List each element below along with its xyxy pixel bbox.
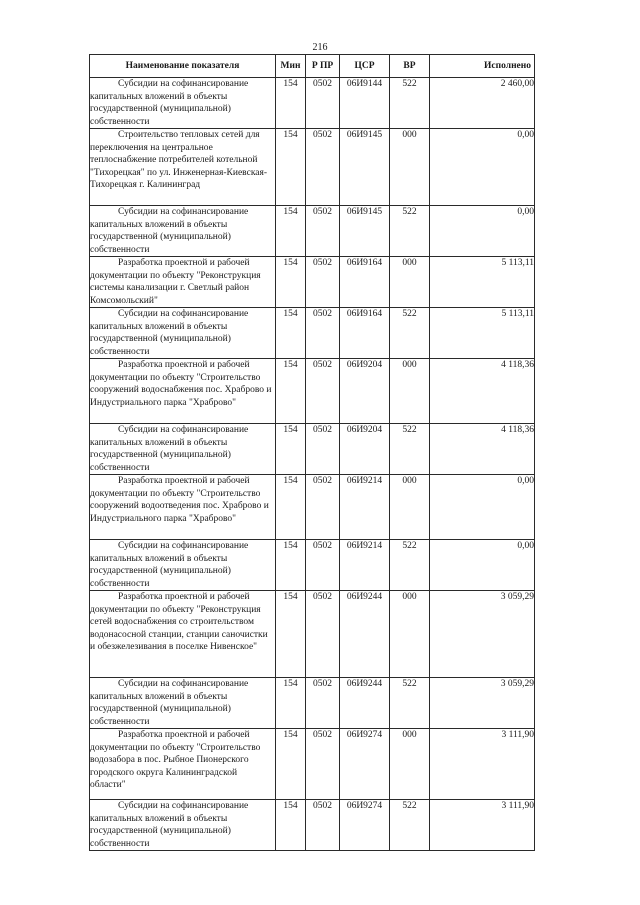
cell-amount: 0,00 (430, 206, 535, 257)
cell-amount: 0,00 (430, 129, 535, 206)
table-row (90, 540, 535, 591)
cell-amount: 3 111,90 (430, 800, 535, 851)
cell-csr: 06И9244 (340, 591, 390, 678)
cell-min: 154 (276, 475, 306, 540)
cell-min: 154 (276, 78, 306, 129)
table-row (90, 206, 535, 257)
cell-amount: 0,00 (430, 475, 535, 540)
cell-csr: 06И9204 (340, 424, 390, 475)
cell-name (90, 475, 276, 540)
cell-name-text: Субсидии на софинансирование капитальных вложений в объекты государственной (муниципальной) собственности (90, 679, 249, 727)
cell-name (90, 308, 276, 359)
cell-csr: 06И9145 (340, 129, 390, 206)
cell-csr: 06И9244 (340, 678, 390, 729)
cell-csr: 06И9214 (340, 540, 390, 591)
cell-amount: 5 113,11 (430, 308, 535, 359)
cell-csr: 06И9164 (340, 308, 390, 359)
cell-vr: 522 (390, 78, 430, 129)
cell-name-text: Разработка проектной и рабочей документации по объекту "Строительство сооружений водоснабжения пос. Храброво и Индустриального парка "Храброво" (90, 360, 272, 408)
cell-min: 154 (276, 678, 306, 729)
cell-name-text: Субсидии на софинансирование капитальных вложений в объекты государственной (муниципальной) собственности (90, 541, 249, 589)
cell-name-text: Разработка проектной и рабочей документации по объекту "Реконструкция системы канализации г. Светлый район Комсомольский" (90, 258, 261, 306)
cell-min: 154 (276, 359, 306, 424)
table-row (90, 257, 535, 308)
table-row (90, 78, 535, 129)
budget-table (89, 54, 535, 851)
cell-csr: 06И9164 (340, 257, 390, 308)
cell-rpr: 0502 (306, 206, 340, 257)
table-header-row (90, 55, 535, 78)
cell-name (90, 678, 276, 729)
cell-name-text: Субсидии на софинансирование капитальных вложений в объекты государственной (муниципальной) собственности (90, 425, 249, 473)
page-number: 216 (312, 42, 328, 53)
cell-rpr: 0502 (306, 591, 340, 678)
table-row (90, 729, 535, 800)
cell-csr: 06И9214 (340, 475, 390, 540)
header-csr: ЦСР (340, 55, 390, 78)
cell-vr: 000 (390, 591, 430, 678)
table-row (90, 678, 535, 729)
cell-name-text: Разработка проектной и рабочей документации по объекту "Строительство водозабора в пос. Рыбное Пионерского городского округа Калининградской области" (90, 730, 261, 790)
cell-rpr: 0502 (306, 540, 340, 591)
cell-csr: 06И9145 (340, 206, 390, 257)
cell-min: 154 (276, 257, 306, 308)
cell-csr: 06И9274 (340, 729, 390, 800)
header-amount: Исполнено (430, 55, 535, 78)
cell-amount: 2 460,00 (430, 78, 535, 129)
cell-min: 154 (276, 729, 306, 800)
cell-csr: 06И9144 (340, 78, 390, 129)
cell-name-text: Разработка проектной и рабочей документации по объекту "Строительство сооружений водоотведения пос. Храброво и Индустриального парка "Храброво" (90, 476, 269, 524)
cell-vr: 522 (390, 206, 430, 257)
table-row (90, 800, 535, 851)
table-row (90, 129, 535, 206)
cell-name (90, 359, 276, 424)
cell-name-text: Разработка проектной и рабочей документации по объекту "Реконструкция сетей водоснабжения со строительством водонасосной станции, станции саночистки и обезжелезивания в поселке Нивенское" (90, 592, 268, 652)
cell-name (90, 800, 276, 851)
cell-amount: 5 113,11 (430, 257, 535, 308)
cell-csr: 06И9204 (340, 359, 390, 424)
cell-name (90, 78, 276, 129)
cell-vr: 000 (390, 257, 430, 308)
cell-vr: 000 (390, 729, 430, 800)
cell-name (90, 129, 276, 206)
table-row (90, 359, 535, 424)
table-body (90, 78, 535, 851)
cell-rpr: 0502 (306, 729, 340, 800)
table-row (90, 308, 535, 359)
cell-name (90, 729, 276, 800)
cell-rpr: 0502 (306, 129, 340, 206)
cell-rpr: 0502 (306, 359, 340, 424)
cell-rpr: 0502 (306, 678, 340, 729)
cell-name (90, 206, 276, 257)
table-row (90, 591, 535, 678)
cell-vr: 522 (390, 800, 430, 851)
cell-rpr: 0502 (306, 475, 340, 540)
cell-amount: 4 118,36 (430, 424, 535, 475)
cell-name-text: Субсидии на софинансирование капитальных вложений в объекты государственной (муниципальной) собственности (90, 207, 249, 255)
table-row (90, 424, 535, 475)
cell-name (90, 540, 276, 591)
header-rpr: Р ПР (306, 55, 340, 78)
cell-min: 154 (276, 206, 306, 257)
cell-amount: 0,00 (430, 540, 535, 591)
header-min: Мин (276, 55, 306, 78)
cell-min: 154 (276, 800, 306, 851)
table-row (90, 475, 535, 540)
cell-vr: 522 (390, 678, 430, 729)
cell-amount: 4 118,36 (430, 359, 535, 424)
cell-min: 154 (276, 308, 306, 359)
cell-min: 154 (276, 424, 306, 475)
cell-name-text: Строительство тепловых сетей для переключения на центральное теплоснабжение потребителей котельной "Тихорецкая" по ул. Инженерная-Киевская-Тихорецкая г. Калининград (90, 130, 268, 190)
cell-min: 154 (276, 540, 306, 591)
cell-vr: 522 (390, 540, 430, 591)
cell-vr: 522 (390, 308, 430, 359)
cell-rpr: 0502 (306, 424, 340, 475)
cell-rpr: 0502 (306, 257, 340, 308)
cell-rpr: 0502 (306, 78, 340, 129)
cell-vr: 000 (390, 475, 430, 540)
cell-rpr: 0502 (306, 800, 340, 851)
cell-name-text: Субсидии на софинансирование капитальных вложений в объекты государственной (муниципальной) собственности (90, 801, 249, 849)
cell-name (90, 257, 276, 308)
cell-csr: 06И9274 (340, 800, 390, 851)
cell-vr: 000 (390, 359, 430, 424)
header-name: Наименование показателя (90, 55, 276, 78)
cell-rpr: 0502 (306, 308, 340, 359)
cell-name (90, 591, 276, 678)
cell-min: 154 (276, 129, 306, 206)
cell-vr: 000 (390, 129, 430, 206)
cell-amount: 3 059,29 (430, 678, 535, 729)
cell-vr: 522 (390, 424, 430, 475)
cell-name-text: Субсидии на софинансирование капитальных вложений в объекты государственной (муниципальной) собственности (90, 79, 249, 127)
cell-min: 154 (276, 591, 306, 678)
cell-amount: 3 059,29 (430, 591, 535, 678)
cell-amount: 3 111,90 (430, 729, 535, 800)
cell-name (90, 424, 276, 475)
cell-name-text: Субсидии на софинансирование капитальных вложений в объекты государственной (муниципальной) собственности (90, 309, 249, 357)
header-vr: ВР (390, 55, 430, 78)
